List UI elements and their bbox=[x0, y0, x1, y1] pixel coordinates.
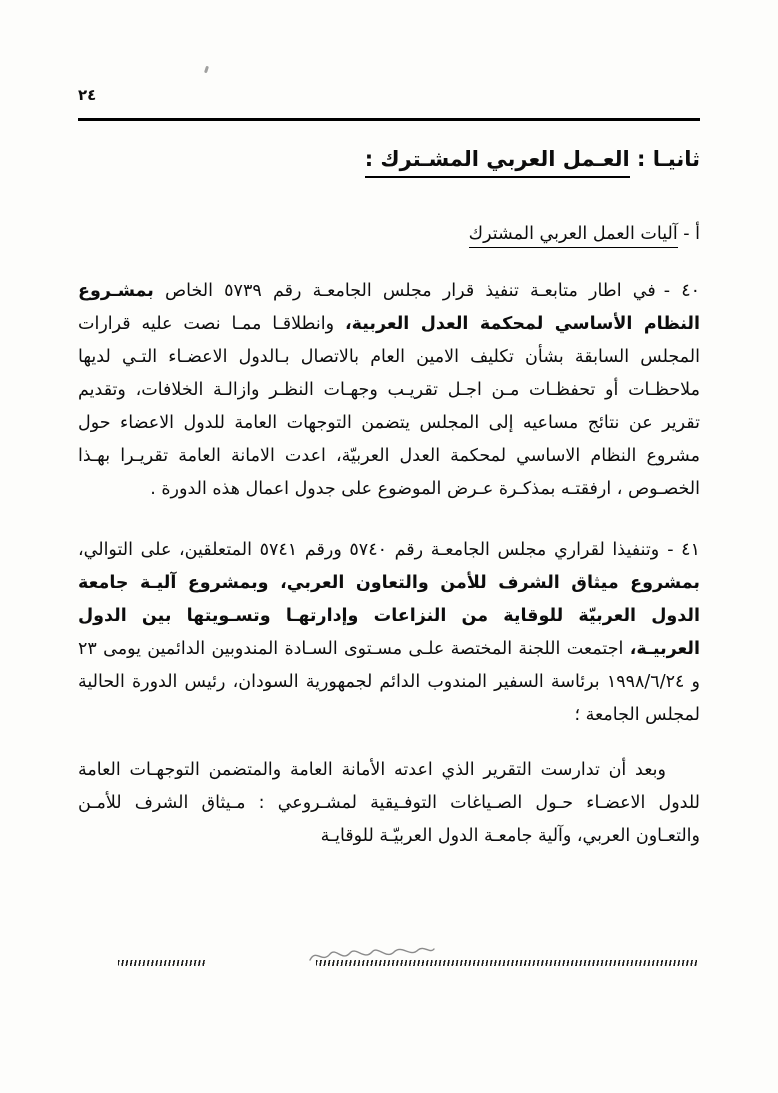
list-item-40 bbox=[78, 275, 700, 506]
subsection-title: آليات العمل العربي المشترك bbox=[469, 224, 678, 248]
page-content bbox=[78, 0, 700, 853]
footer-ornament bbox=[78, 946, 700, 980]
page-number: ٢٤ bbox=[78, 86, 97, 104]
list-item-41 bbox=[78, 534, 700, 732]
section-heading bbox=[78, 145, 700, 174]
item-41-text-bold: بمشروع ميثاق الشرف للأمن والتعاون العربي، وبمشروع آليـة جامعة الدول العربيّة للوقاية من النزاعات وإدارتهـا وتسـويتها بين الدول العربيـة، bbox=[78, 572, 700, 659]
item-41-text-lead: وتنفيذا لقراري مجلس الجامعـة رقم ٥٧٤٠ ورقم ٥٧٤١ المتعلقين، على التوالي، bbox=[78, 539, 660, 560]
subsection-prefix: أ - bbox=[677, 224, 700, 245]
item-40-text-bold: بمشـروع النظام الأساسي لمحكمة العدل العربية، bbox=[78, 280, 700, 334]
item-41-text-rest: اجتمعت اللجنة المختصة علـى مسـتوى السـادة المندوبين الدائمين يومى ٢٣ و ١٩٩٨/٦/٢٤ برئاسة السفير المندوب الدائم لجمهورية السودان، رئيس الدورة الحالية لمجلس الجامعة ؛ bbox=[78, 638, 700, 725]
top-rule bbox=[78, 118, 700, 121]
item-41-number: ٤١ - bbox=[667, 539, 700, 560]
hatch-line-left bbox=[118, 960, 206, 966]
handwritten-scribble bbox=[306, 940, 438, 970]
closing-paragraph: وبعد أن تدارست التقرير الذي اعدته الأمانة العامة والمتضمن التوجهـات العامة للدول الاعضـاء حـول الصـياغات التوفـيقية لمشـروعي : مـيثاق الشرف للأمـن والتعـاون العربي، وآلية جامعـة الدول العربيّـة للوقايـة bbox=[78, 759, 700, 846]
item-40-text-lead: في اطار متابعـة تنفيذ قرار مجلس الجامعـة رقم ٥٧٣٩ الخاص bbox=[153, 280, 656, 301]
item-40-number: ٤٠ - bbox=[663, 280, 701, 301]
section-heading-title: العـمل العربي المشـترك : bbox=[365, 147, 630, 178]
section-heading-label: ثانيـا : bbox=[629, 147, 700, 171]
subsection-heading bbox=[78, 222, 700, 247]
item-40-text-rest: وانطلاقـا ممـا نصت عليه قرارات المجلس السابقة بشأن تكليف الامين العام بالاتصال بـالدول الاعضـاء التـي لديها ملاحظـات أو تحفظـات مـن اجـل تقريـب وجهـات النظـر وازالـة الخلافات، وتقديم تقرير عن نتائج مساعيه إلى المجلس يتضمن التوجهات العامة للدول الاعضاء حول مشروع النظام الاساسي لمحكمة العدل العربيّة، اعدت الامانة العامة تقريـرا بهـذا الخصـوص ، ارفقتـه بمذكـرة عـرض الموضوع على جدول اعمال هذه الدورة . bbox=[78, 313, 700, 499]
